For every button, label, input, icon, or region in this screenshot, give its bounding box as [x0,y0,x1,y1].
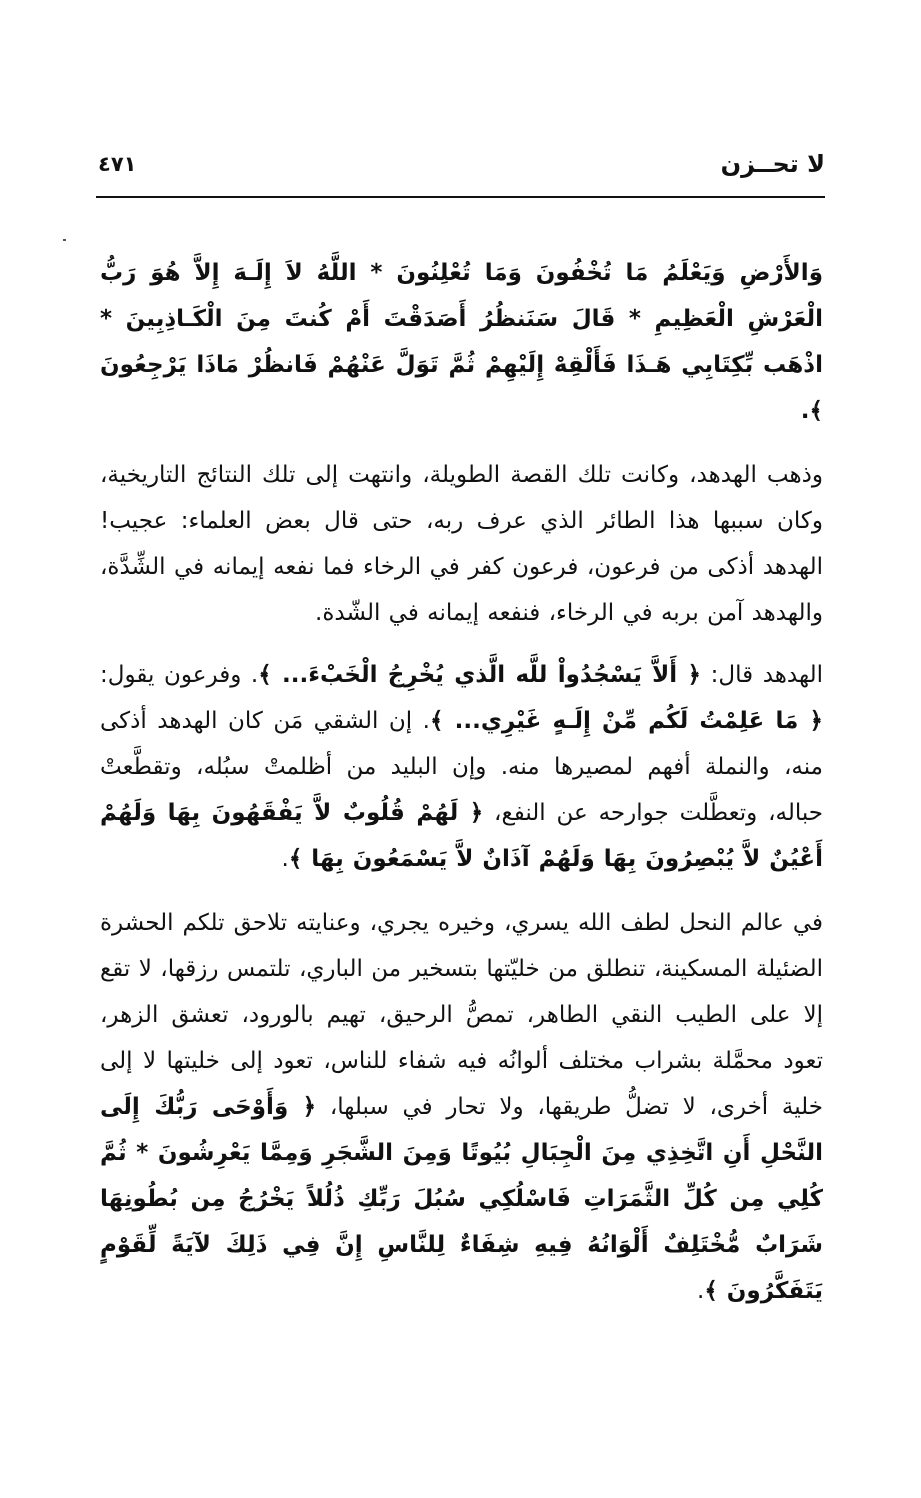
paragraph-tail: . [281,846,289,872]
book-title: لا تحــزن [720,150,825,178]
text-body [100,250,823,1314]
paragraph-tail: . [697,1278,705,1304]
paragraph-lead: الهدهد قال: [700,662,823,688]
header-divider [96,196,825,198]
paragraph-hoopoe-pharaoh [100,652,823,882]
quran-verse: ﴿ مَا عَلِمْتُ لَكُم مِّنْ إِلَـهٍ غَيْرِي... ﴾ [429,708,823,734]
quran-verse: ﴿ لَهُمْ قُلُوبٌ لاَّ يَفْقَهُونَ بِهَا وَلَهُمْ أَعْيُنٌ لاَّ يُبْصِرُونَ بِهَا وَلَهُمْ آذَانٌ لاَّ يَسْمَعُونَ بِهَا ﴾ [100,800,823,872]
paragraph-lead: في عالم النحل لطف الله يسري، وخيره يجري، وعنايته تلاحق تلكم الحشرة الضئيلة المسكينة، تنطلق من خليّتها بتسخير من الباري، تلتمس رزقها، لا تقع إلا على الطيب النقي الطاهر، تمصُّ الرحيق، تهيم بالورود، تعشق الزهر، تعود محمَّلة بشراب مختلف ألوانُه فيه شفاء للناس، تعود إلى خليتها لا إلى خلية أخرى، لا تضلُّ طريقها، ولا تحار في سبلها، [100,910,824,1120]
scan-speck [63,239,66,241]
quran-verse: ﴿ وَأَوْحَى رَبُّكَ إِلَى النَّحْلِ أَنِ اتَّخِذِي مِنَ الْجِبَالِ بُيُوتًا وَمِنَ الشَّجَرِ وَمِمَّا يَعْرِشُونَ * ثُمَّ كُلِي مِن كُلِّ الثَّمَرَاتِ فَاسْلُكِي سُبُلَ رَبِّكِ ذُلُلاً يَخْرُجُ مِن بُطُونِهَا شَرَابٌ مُّخْتَلِفٌ أَلْوَانُهُ فِيهِ شِفَاءٌ لِلنَّاسِ إِنَّ فِي ذَلِكَ لآيَةً لِّقَوْمٍ يَتَفَكَّرُونَ ﴾ [100,1094,823,1304]
page-number: ٤٧١ [98,152,137,176]
paragraph-bees [100,900,823,1314]
paragraph-text: . إن الشقي مَن كان الهدهد أذكى منه، والنملة أفهم لمصيرها منه. وإن البليد من أظلمتْ سبُله، وتقطَّعتْ حباله، وتعطَّلت جوارحه عن النفع، [100,708,824,826]
paragraph-text: . وفرعون يقول: [100,662,259,688]
paragraph-hoopoe-story: وذهب الهدهد، وكانت تلك القصة الطويلة، وانتهت إلى تلك النتائج التاريخية، وكان سببها هذا الطائر الذي عرف ربه، حتى قال بعض العلماء: عجيب! الهدهد أذكى من فرعون، فرعون كفر في الرخاء فما نفعه إيمانه في الشِّدَّة، والهدهد آمن بربه في الرخاء، فنفعه إيمانه في الشّدة. [100,462,823,626]
running-header [96,146,825,186]
quran-verse: ﴿ أَلاَّ يَسْجُدُواْ للَّه الَّذي يُخْرِجُ الْخَبْءَ... ﴾ [258,662,701,688]
quran-passage: وَالأَرْضِ وَيَعْلَمُ مَا تُخْفُونَ وَمَا تُعْلِنُونَ * اللَّهُ لاَ إِلَـهَ إِلاَّ هُوَ رَبُّ الْعَرْشِ الْعَظِيمِ * قَالَ سَنَنظُرُ أَصَدَقْتَ أَمْ كُنتَ مِنَ الْكَـاذِبِينَ * اذْهَب بِّكِتَابِي هَـذَا فَأَلْقِهْ إِلَيْهِمْ ثُمَّ تَوَلَّ عَنْهُمْ فَانظُرْ مَاذَا يَرْجِعُونَ ﴾. [100,260,823,424]
